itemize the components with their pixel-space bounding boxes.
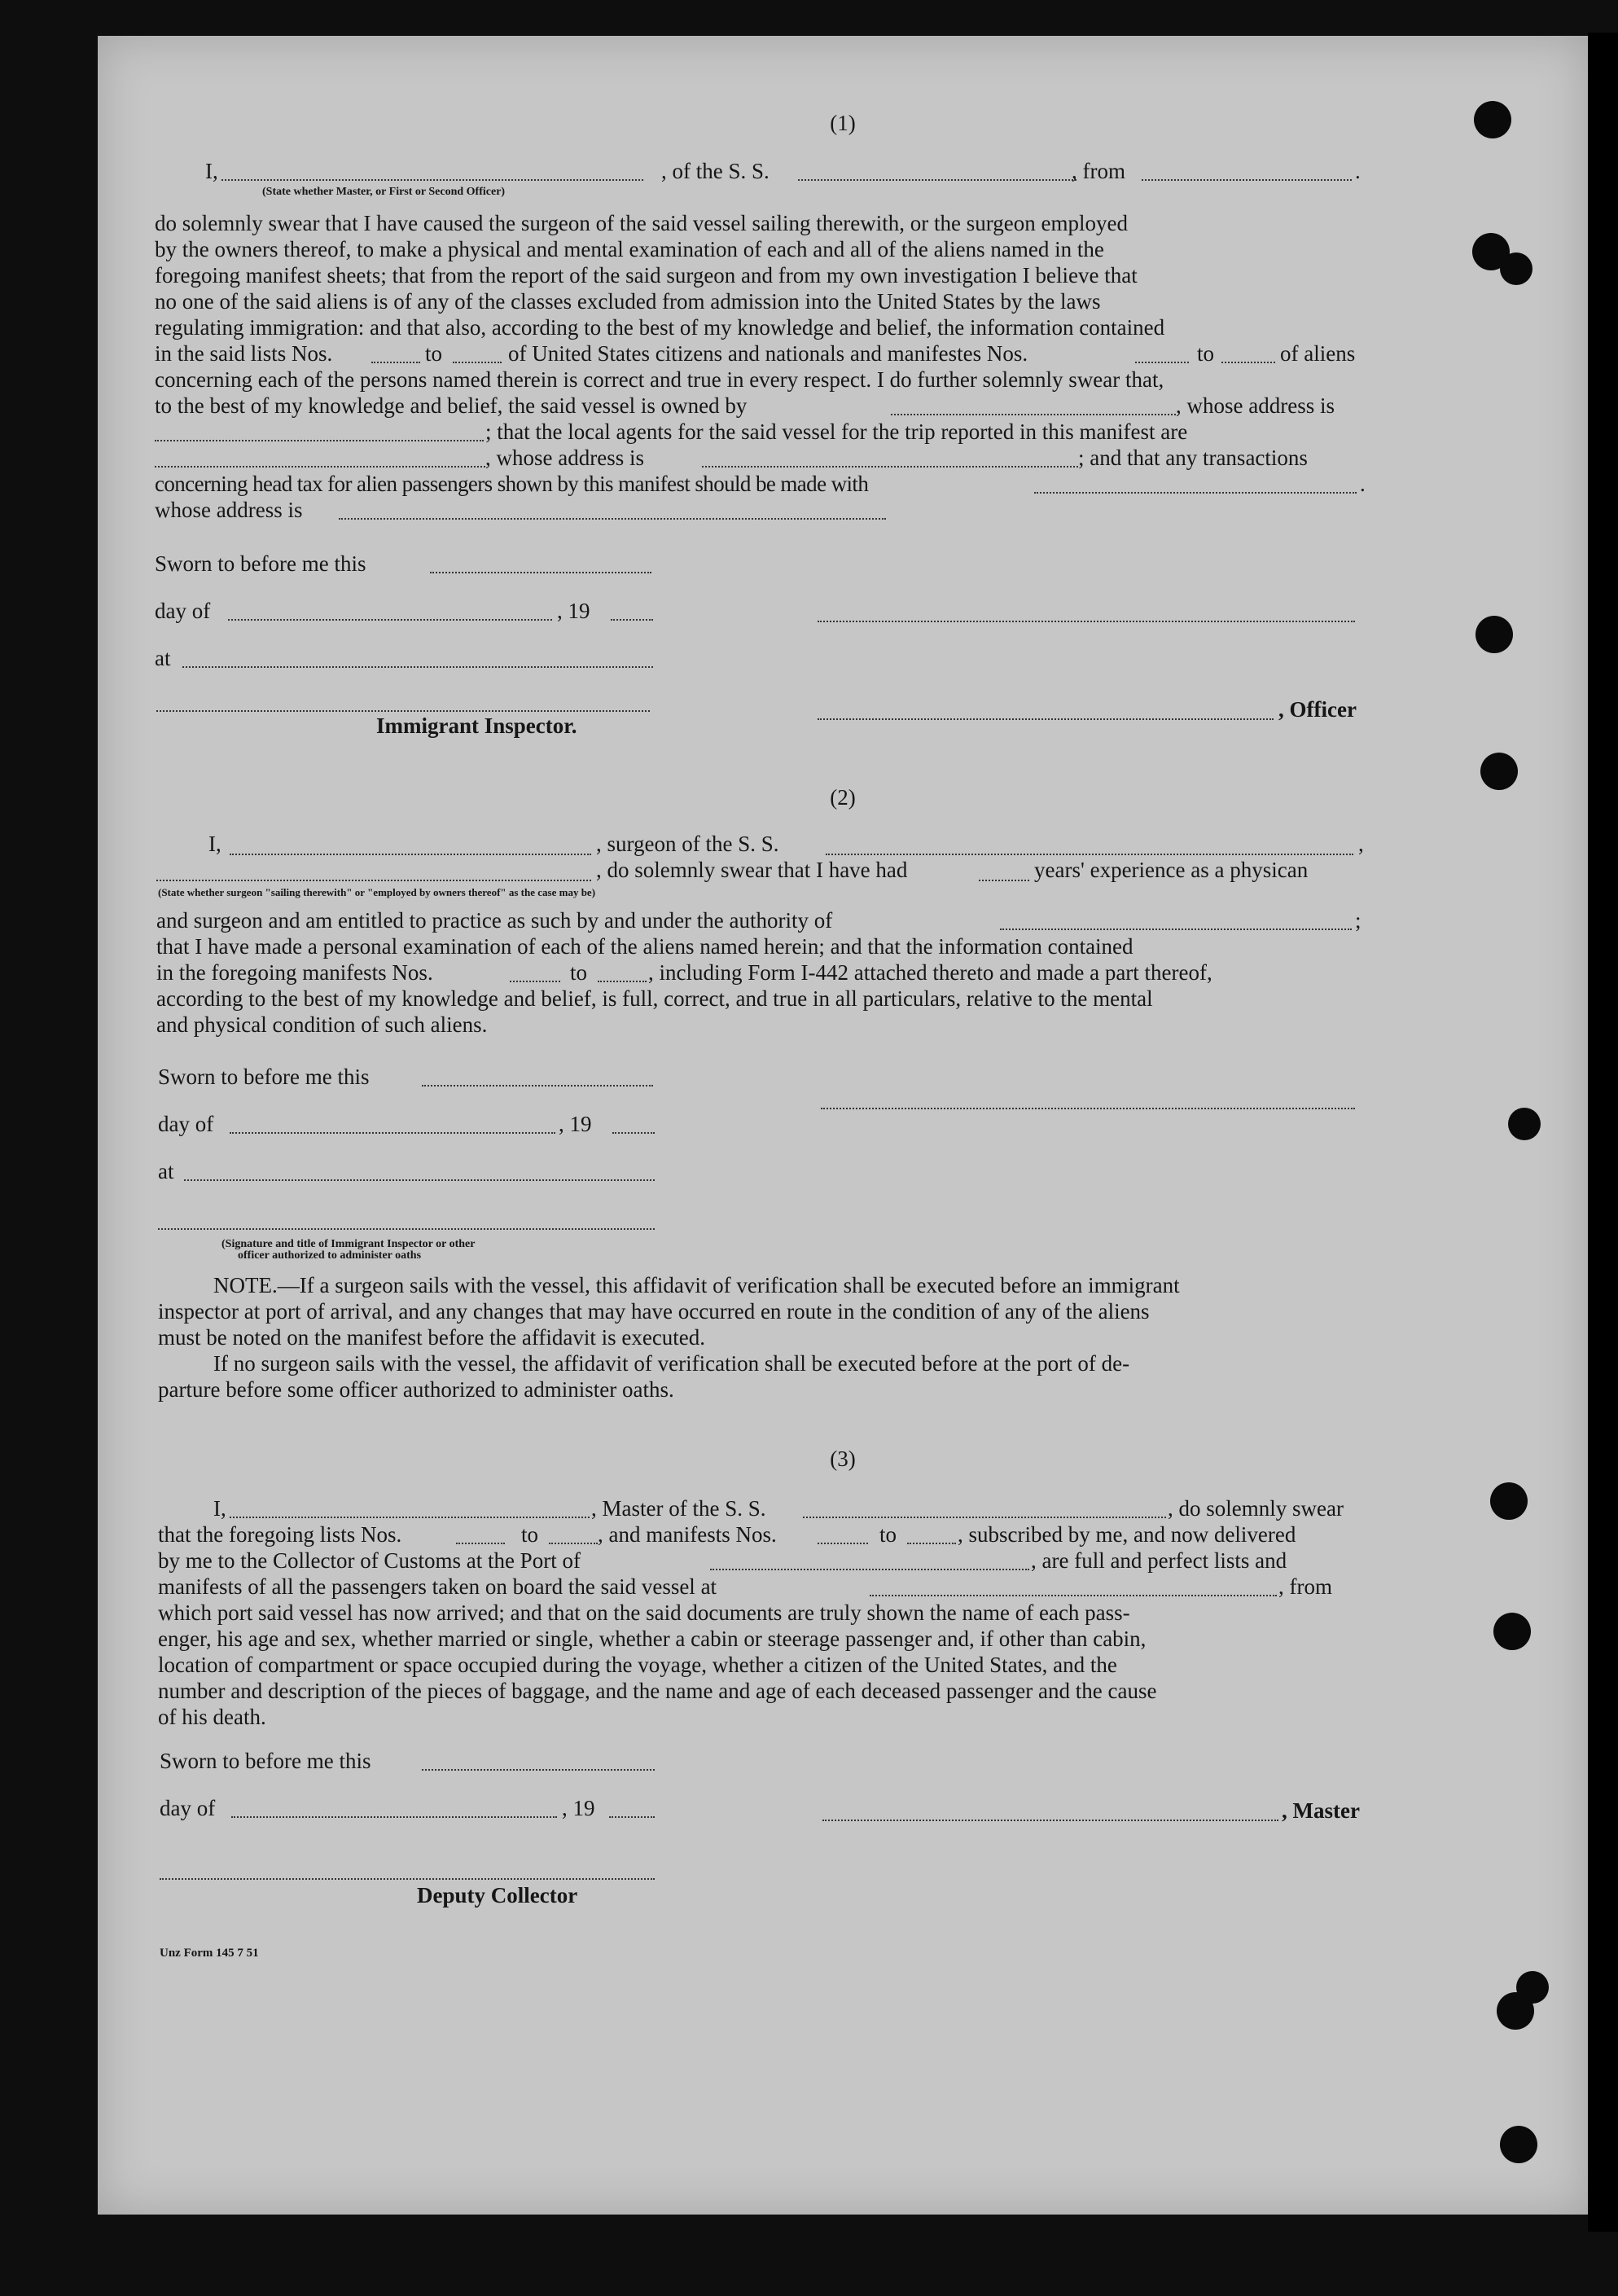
s1-month-field[interactable]: [228, 619, 552, 621]
s1-line-9: ; that the local agents for the said vessel for the trip reported in this manifest are: [485, 419, 1188, 444]
s3-deputy-title: Deputy Collector: [417, 1883, 578, 1907]
s1-year-prefix: , 19: [557, 599, 590, 623]
s2-note-line-2: inspector at port of arrival, and any changes that may have occurred en route in the condition of any of the aliens: [158, 1299, 1150, 1324]
s1-line-2: by the owners thereof, to make a physical and mental examination of each and all of the aliens named in the: [155, 237, 1104, 261]
s1-citizen-list-to-field[interactable]: [453, 362, 502, 363]
s1-from-label: , from: [1072, 159, 1125, 183]
s2-comma: ,: [1358, 832, 1364, 856]
s1-local-agents-field[interactable]: [155, 466, 485, 468]
s3-master-signature-field[interactable]: [822, 1820, 1278, 1821]
s3-line-2-c: , and manifests Nos.: [598, 1522, 777, 1547]
s1-line-3: foregoing manifest sheets; that from the report of the said surgeon and from my own investigation I believe that: [155, 263, 1138, 288]
s3-line-6: enger, his age and sex, whether married or single, whether a cabin or steerage passenger and, if other than cabin,: [158, 1627, 1147, 1651]
s1-alien-manifest-to-field[interactable]: [1221, 362, 1275, 363]
s1-inspector-title: Immigrant Inspector.: [376, 713, 577, 738]
s3-line-2-b: to: [521, 1522, 539, 1547]
s1-agents-address-field[interactable]: [702, 466, 1078, 468]
s3-boarding-port-field[interactable]: [870, 1595, 1277, 1596]
s1-line-6-e: of aliens: [1280, 341, 1356, 366]
s1-officer-name-field[interactable]: [221, 179, 643, 181]
s2-line-5: and physical condition of such aliens.: [156, 1012, 488, 1037]
s2-line-3-a: in the foregoing manifests Nos.: [156, 960, 433, 985]
s2-at-place-field[interactable]: [184, 1179, 655, 1181]
s1-day-of-label: day of: [155, 599, 211, 623]
s2-note-line-1: NOTE.—If a surgeon sails with the vessel, this affidavit of verification shall be executed before an immigrant: [213, 1273, 1180, 1297]
s1-master-signature-field[interactable]: [818, 621, 1355, 622]
s1-line-8-a: to the best of my knowledge and belief, the said vessel is owned by: [155, 393, 748, 418]
s3-year-prefix: , 19: [562, 1796, 595, 1820]
s1-citizen-list-from-field[interactable]: [371, 362, 420, 363]
s2-years-label: years' experience as a physican: [1034, 858, 1309, 882]
s1-line-5: regulating immigration: and that also, according to the best of my knowledge and belief, the information contained: [155, 315, 1165, 340]
s3-port-field[interactable]: [710, 1569, 1029, 1570]
s3-master-title: , Master: [1282, 1798, 1360, 1823]
s3-swear-label: , do solemnly swear: [1168, 1496, 1344, 1521]
s1-line-11-end: .: [1360, 472, 1366, 496]
s1-head-tax-address-field[interactable]: [339, 518, 886, 520]
punch-hole: [1493, 1613, 1531, 1650]
s2-month-field[interactable]: [230, 1132, 555, 1134]
s3-line-3-b: , are full and perfect lists and: [1031, 1548, 1287, 1573]
punch-hole: [1480, 753, 1518, 790]
s2-note-line-4: If no surgeon sails with the vessel, the affidavit of verification shall be executed before at the port of de-: [213, 1351, 1130, 1376]
manifest-affidavit-sheet: [98, 36, 1588, 2215]
s3-master-name-field[interactable]: [230, 1517, 590, 1518]
s1-line-10-b: ; and that any transactions: [1078, 446, 1308, 470]
s3-i-label: I,: [213, 1496, 226, 1521]
form-id: Unz Form 145 7 51: [160, 1947, 259, 1960]
punch-hole: [1516, 1971, 1549, 2004]
s2-surgeon-of-label: , surgeon of the S. S.: [596, 832, 779, 856]
section-3-number: (3): [830, 1447, 856, 1471]
s1-line-6-b: to: [425, 341, 443, 366]
s3-sworn-date-field[interactable]: [422, 1769, 655, 1771]
s2-line-4: according to the best of my knowledge and belief, is full, correct, and true in all particulars, relative to the mental: [156, 986, 1153, 1011]
s1-vessel-name-field[interactable]: [798, 179, 1076, 181]
s1-line-7: concerning each of the persons named therein is correct and true in every respect. I do further solemnly swear that,: [155, 367, 1164, 392]
s3-sworn-label: Sworn to before me this: [160, 1749, 371, 1773]
s3-deputy-signature-field[interactable]: [160, 1878, 655, 1880]
s1-line-11: concerning head tax for alien passengers shown by this manifest should be made with: [155, 472, 869, 496]
s1-line-6-c: of United States citizens and nationals and manifestes Nos.: [508, 341, 1028, 366]
s3-line-2-e: , subscribed by me, and now delivered: [958, 1522, 1296, 1547]
s1-line-8-b: , whose address is: [1176, 393, 1335, 418]
s2-surgeon-signature-field[interactable]: [821, 1108, 1355, 1109]
s1-sworn-date-field[interactable]: [430, 572, 651, 573]
punch-hole: [1508, 1108, 1541, 1140]
s1-head-tax-party-field[interactable]: [1034, 492, 1357, 494]
s2-manifest-to-field[interactable]: [598, 981, 647, 982]
s2-line-1-b: ;: [1355, 908, 1361, 933]
punch-hole: [1500, 2126, 1537, 2163]
s2-inspector-signature-field[interactable]: [158, 1228, 655, 1230]
s2-signature-note-1: (Signature and title of Immigrant Inspector or other: [221, 1238, 476, 1250]
s3-lists-to-field[interactable]: [549, 1543, 598, 1544]
s3-manifests-to-field[interactable]: [907, 1543, 956, 1544]
s1-line-4: no one of the said aliens is of any of the classes excluded from admission into the United States by the laws: [155, 289, 1101, 314]
s1-owner-field[interactable]: [891, 414, 1176, 415]
punch-hole: [1474, 101, 1511, 138]
s1-sworn-label: Sworn to before me this: [155, 551, 366, 576]
s3-line-5: which port said vessel has now arrived; and that on the said documents are truly shown the name of each pass-: [158, 1600, 1130, 1625]
s2-sworn-label: Sworn to before me this: [158, 1065, 370, 1089]
s2-i-label: I,: [208, 832, 221, 856]
punch-hole: [1490, 1482, 1528, 1520]
s1-year-field[interactable]: [611, 619, 653, 621]
s3-line-4-b: , from: [1278, 1574, 1332, 1599]
s3-month-field[interactable]: [231, 1816, 557, 1818]
s3-lists-from-field[interactable]: [456, 1543, 505, 1544]
s2-at-label: at: [158, 1159, 174, 1183]
s2-authority-field[interactable]: [1000, 928, 1352, 930]
s2-line-1-a: and surgeon and am entitled to practice as such by and under the authority of: [156, 908, 833, 933]
s2-day-of-label: day of: [158, 1112, 214, 1136]
section-2-number: (2): [830, 785, 856, 810]
s1-officer-title: , Officer: [1278, 697, 1357, 722]
s2-surgeon-status-field[interactable]: [156, 880, 591, 881]
s2-year-prefix: , 19: [559, 1112, 592, 1136]
s3-line-9: of his death.: [158, 1705, 266, 1729]
s1-line-10-a: , whose address is: [485, 446, 644, 470]
s2-line-2: that I have made a personal examination of each of the aliens named herein; and that the information contained: [156, 934, 1133, 959]
s1-state-note: (State whether Master, or First or Second Officer): [262, 186, 506, 198]
punch-hole: [1475, 616, 1513, 653]
s3-manifests-from-field[interactable]: [818, 1543, 868, 1544]
s1-alien-manifest-from-field[interactable]: [1135, 362, 1189, 363]
s1-line-1: do solemnly swear that I have caused the surgeon of the said vessel sailing therewith, or the surgeon employed: [155, 211, 1128, 235]
s2-line-3-b: to: [570, 960, 588, 985]
s3-vessel-name-field[interactable]: [803, 1517, 1166, 1518]
s3-line-2-d: to: [879, 1522, 897, 1547]
s2-manifest-from-field[interactable]: [510, 981, 560, 982]
s3-line-7: location of compartment or space occupied during the voyage, whether a citizen of the United States, and the: [158, 1653, 1117, 1677]
s2-sworn-date-field[interactable]: [422, 1085, 653, 1087]
s2-vessel-name-field[interactable]: [826, 854, 1353, 855]
s1-at-label: at: [155, 646, 171, 670]
s2-signature-note-2: officer authorized to administer oaths: [238, 1249, 422, 1262]
s3-line-3-a: by me to the Collector of Customs at the Port of: [158, 1548, 581, 1573]
s3-line-8: number and description of the pieces of baggage, and the name and age of each deceased passenger and the cause: [158, 1679, 1157, 1703]
s2-state-note: (State whether surgeon "sailing therewith" or "employed by owners thereof" as the case may be): [158, 886, 596, 898]
s3-day-of-label: day of: [160, 1796, 216, 1820]
s3-master-of-label: , Master of the S. S.: [591, 1496, 766, 1521]
page-edge: [1588, 33, 1618, 2232]
s3-line-2-a: that the foregoing lists Nos.: [158, 1522, 402, 1547]
s2-line-3-c: , including Form I-442 attached thereto and made a part thereof,: [648, 960, 1212, 985]
s1-of-ss-label: , of the S. S.: [661, 159, 770, 183]
s1-inspector-signature-field[interactable]: [156, 710, 650, 712]
s1-line-6-a: in the said lists Nos.: [155, 341, 333, 366]
s1-i-label: I,: [205, 159, 218, 183]
s1-owner-address-field[interactable]: [155, 440, 484, 441]
s1-line-6-d: to: [1197, 341, 1215, 366]
s2-swear-label: , do solemnly swear that I have had: [596, 858, 908, 882]
s3-year-field[interactable]: [609, 1816, 655, 1818]
s2-note-line-5: parture before some officer authorized to administer oaths.: [158, 1377, 674, 1402]
s1-period: .: [1355, 159, 1361, 183]
s1-officer-signature-field[interactable]: [818, 718, 1274, 720]
section-1-number: (1): [830, 111, 856, 135]
s2-surgeon-name-field[interactable]: [230, 854, 591, 855]
s2-years-field[interactable]: [979, 880, 1029, 881]
s2-year-field[interactable]: [612, 1132, 655, 1134]
s1-at-place-field[interactable]: [182, 666, 653, 668]
punch-hole: [1500, 252, 1532, 285]
s1-from-port-field[interactable]: [1142, 179, 1352, 181]
s1-line-12: whose address is: [155, 498, 303, 522]
s2-note-line-3: must be noted on the manifest before the affidavit is executed.: [158, 1325, 706, 1350]
s3-line-4-a: manifests of all the passengers taken on board the said vessel at: [158, 1574, 717, 1599]
